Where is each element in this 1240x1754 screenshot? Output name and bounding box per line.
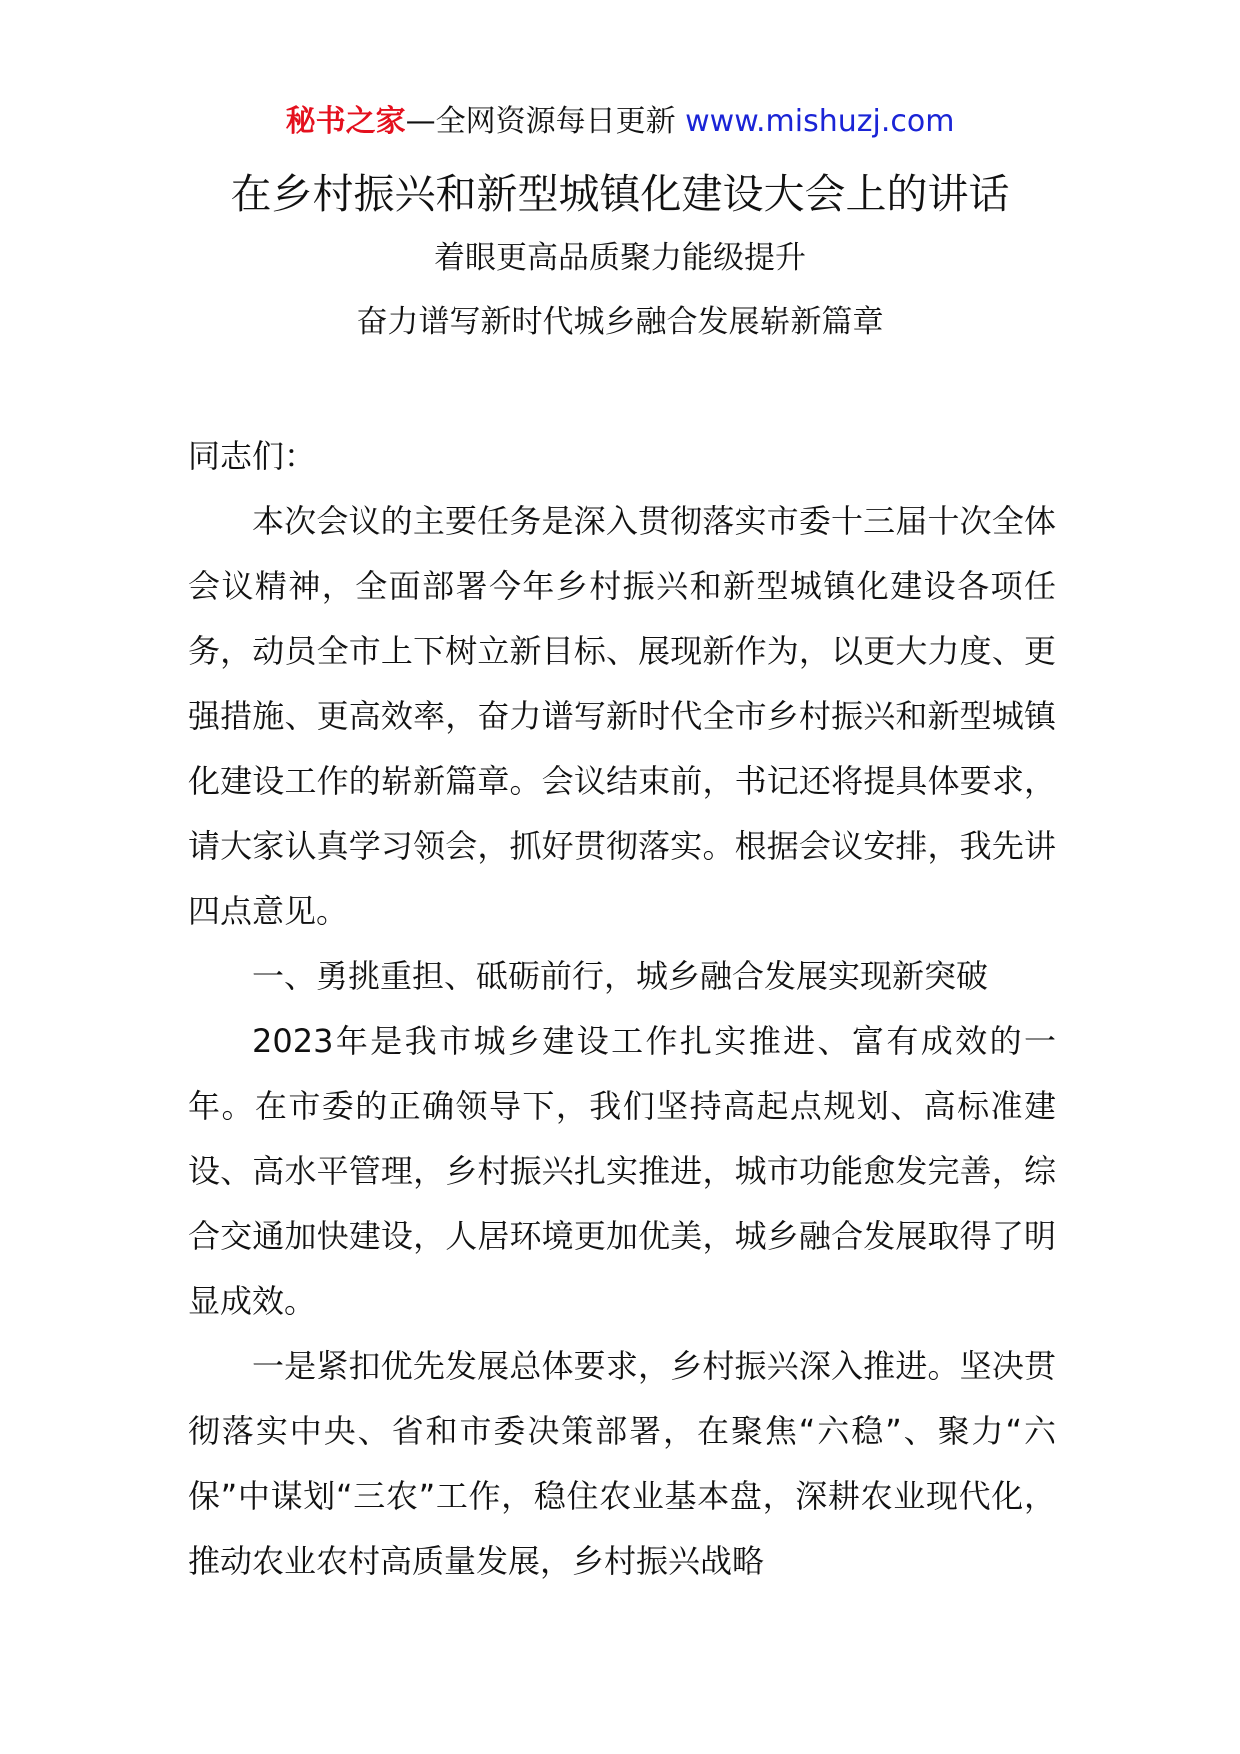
document-subtitle-line2: 奋力谱写新时代城乡融合发展崭新篇章 xyxy=(356,304,884,340)
document-subtitle-line1: 着眼更高品质聚力能级提升 xyxy=(434,240,806,276)
paragraph-intro: 本次会议的主要任务是深入贯彻落实市委十三届十次全体会议精神，全面部署今年乡村振兴和新型城镇化建设各项任务，动员全市上下树立新目标、展现新作为，以更大力度、更强措施、更高效率，奋力谱写新时代全市乡村振兴和新型城镇化建设工作的崭新篇章。会议结束前，书记还将提具体要求，请大家认真学习领会，抓好贯彻落实。根据会议安排，我先讲四点意见。 xyxy=(188,502,1056,930)
brand-name: 秘书之家 xyxy=(285,104,406,139)
site-url-link[interactable]: www.mishuzj.com xyxy=(685,104,955,139)
paragraph-point-1: 一是紧扣优先发展总体要求，乡村振兴深入推进。坚决贯彻落实中央、省和市委决策部署，在聚焦“六稳”、聚力“六保”中谋划“三农”工作，稳住农业基本盘，深耕农业现代化，推动农业农村高质量发展，乡村振兴战略 xyxy=(188,1347,1056,1580)
document-title: 在乡村振兴和新型城镇化建设大会上的讲话 xyxy=(230,170,1010,218)
section-heading-1: 一、勇挑重担、砥砺前行，城乡融合发展实现新突破 xyxy=(252,957,989,995)
paragraph-summary-2023: 2023年是我市城乡建设工作扎实推进、富有成效的一年。在市委的正确领导下，我们坚持高起点规划、高标准建设、高水平管理，乡村振兴扎实推进，城市功能愈发完善，综合交通加快建设，人居环境更加优美，城乡融合发展取得了明显成效。 xyxy=(188,1022,1056,1320)
document-body xyxy=(188,424,1056,1594)
brand-tagline: —全网资源每日更新 xyxy=(405,104,676,139)
watermark-header xyxy=(0,100,1240,144)
salutation: 同志们： xyxy=(188,437,317,475)
